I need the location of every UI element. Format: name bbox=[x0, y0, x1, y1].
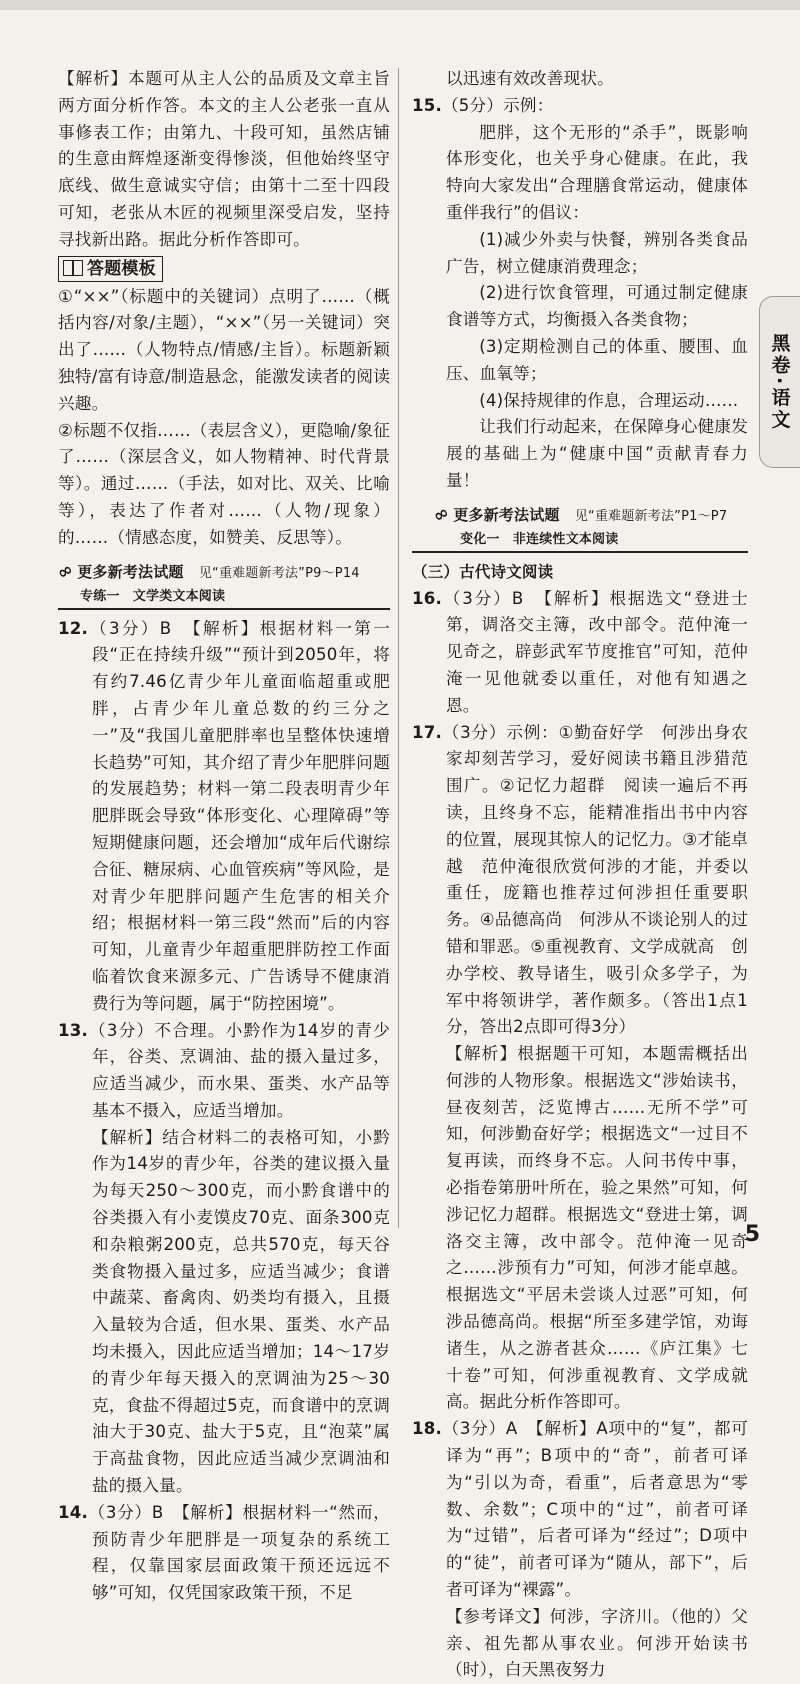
question-13-analysis: 【解析】结合材料二的表格可知，小黔作为14岁的青少年，谷类的建议摄入量为每天250～300克，而小黔食谱中的谷类摄入有小麦馍皮70克、面条300克和杂粮粥200克，总共570克，每天谷类食物摄入量过多，应适当减少；食谱中蔬菜、畜禽肉、奶类均有摄入，且摄入量较为合适，但水果、蛋类、水产品均未摄入，因此应适当增加；14～17岁的青少年每天摄入的烹调油为25～30克，食盐不得超过5克，而食谱中的烹调油大于30克、盐大于5克，且“泡菜”属于高盐食物，因此应适当减少烹调油和盐的摄入量。 bbox=[92, 1127, 390, 1496]
top-edge bbox=[0, 0, 800, 10]
question-16: 16.（3分）B 【解析】根据选文“登进士第，调洛交主簿，改中部令。范仲淹一见奇之，辟彭武军节度推官”可知，范仲淹一见他就委以重任，对他有知遇之恩。 bbox=[412, 588, 748, 715]
more-questions-heading-2: ∞更多新考法试题 见“重难题新考法”P1～P7 bbox=[429, 501, 728, 528]
reference-translation: 【参考译文】何涉，字济川。（他的）父亲、祖先都从事农业。何涉开始读书（时），白天黑夜努力 bbox=[446, 1606, 748, 1680]
answer-template-label: 答题模板 bbox=[58, 256, 163, 282]
analysis-paragraph: 【解析】本题可从主人公的品质及文章主旨两方面分析作答。本文的主人公老张一直从事修表工作；由第九、十段可知，虽然店铺的生意由辉煌逐渐变得惨淡，但他始终坚守底线、做生意诚实守信；由第十二至十四段可知，老张从木匠的视频里深受启发，坚持寻找新出路。据此分析作答即可。 bbox=[58, 69, 390, 249]
q15-para-5: (4)保持规律的作息，合理运动…… bbox=[479, 390, 739, 410]
question-14: 14.（3分）B 【解析】根据材料一“然而，预防青少年肥胖是一项复杂的系统工程，仅靠国家层面政策干预还远远不够”可知，仅凭国家政策干预，不足 bbox=[58, 1502, 390, 1603]
left-column bbox=[53, 66, 390, 1607]
template-item-1: ①“××”（标题中的关键词）点明了……（概括内容/对象/主题），“××”（另一关键词）突出了……（人物特点/情感/主旨）。标题新颖独特/富有诗意/制造悬念，能激发读者的阅读兴趣。 bbox=[58, 286, 390, 413]
right-column bbox=[412, 66, 748, 1684]
q14-continuation: 以迅速有效改善现状。 bbox=[446, 69, 614, 88]
column-divider bbox=[398, 68, 399, 1228]
question-18: 18.（3分）A 【解析】A项中的“复”，都可译为“再”；B项中的“奇”，前者可译为“引以为奇，看重”，后者意思为“零数、余数”；C项中的“过”，前者可译为“过错”，后者可译为“经过”；D项中的“徒”，前者可译为“随从，部下”，后者可译为“裸露”。 bbox=[412, 1419, 748, 1600]
question-13: 13.（3分）不合理。小黔作为14岁的青少年，谷类、烹调油、盐的摄入量过多，应适当减少，而水果、蛋类、水产品等基本不摄入，应适当增加。 bbox=[58, 1020, 390, 1120]
link-icon: ∞ bbox=[53, 558, 78, 585]
q15-para-1: 肥胖，这个无形的“杀手”，既影响体形变化，也关乎身心健康。在此，我特向大家发出“合理膳食常运动，健康体重伴我行”的倡议： bbox=[446, 122, 748, 222]
more-questions-heading: ∞更多新考法试题 见“重难题新考法”P9～P14 bbox=[53, 558, 360, 585]
question-15: 15.（5分）示例： bbox=[412, 95, 554, 115]
link-icon: ∞ bbox=[429, 501, 454, 528]
variation-subheading: 变化一 非连续性文本阅读 bbox=[412, 529, 748, 553]
page-number: 5 bbox=[744, 1222, 760, 1247]
question-12: 12.（3分）B 【解析】根据材料一第一段“正在持续升级”“预计到2050年，将有约7.46亿青少年儿童面临超重或肥胖，占青少年儿童总数的约三分之一”及“我国儿童肥胖率也呈整体快速增长趋势”可知，其介绍了青少年肥胖问题的发展趋势；材料一第二段表明青少年肥胖既会导致“体形变化、心理障碍”等短期健康问题，还会增加“成年后代谢综合征、糖尿病、心血管疾病”等风险，是对青少年肥胖问题产生危害的相关介绍；根据材料一第三段“然而”后的内容可知，儿童青少年超重肥胖防控工作面临着饮食来源多元、广告诱导不健康消费行为等问题，属于“防控困境”。 bbox=[58, 618, 390, 1013]
side-tab: 黑卷·语文 bbox=[759, 296, 800, 468]
question-17: 17.（3分）示例：①勤奋好学 何涉出身农家却刻苦学习，爱好阅读书籍且涉猎范围广。②记忆力超群 阅读一遍后不再读，且终身不忘，能精准指出书中内容的位置，展现其惊人的记忆力。③才能卓越 范仲淹很欣赏何涉的才能，并委以重任，庞籍也推荐过何涉担任重要职务。④品德高尚 何涉从不谈论别人的过错和罪恶。⑤重视教育、文学成就高 创办学校、教导诸生，吸引众多学子，为军中将领讲学，著作颇多。（答出1点1分，答出2点即可得3分） bbox=[412, 722, 748, 1037]
book-icon bbox=[63, 260, 83, 276]
q15-para-2: (1)减少外卖与快餐，辨别各类食品广告，树立健康消费理念； bbox=[446, 229, 748, 276]
q15-para-6: 让我们行动起来，在保障身心健康发展的基础上为“健康中国”贡献青春力量！ bbox=[446, 417, 748, 490]
question-17-analysis: 【解析】根据题干可知，本题需概括出何涉的人物形象。根据选文“涉始读书，昼夜刻苦，泛览博古……无所不学”可知，何涉勤奋好学；根据选文“一过目不复再读，而终身不忘。人问书传中事，必指卷第册叶所在，验之果然”可知，何涉记忆力超群。根据选文“登进士第，调洛交主簿，改中部令。范仲淹一见奇之……涉预有力”可知，何涉才能卓越。根据选文“平居未尝谈人过恶”可知，何涉品德高尚。根据“所至多建学馆，劝诲诸生，从之游者甚众……《庐江集》七十卷”可知，何涉重视教育、文学成就高。据此分析作答即可。 bbox=[446, 1044, 748, 1412]
q15-para-3: (2)进行饮食管理，可通过制定健康食谱等方式，均衡摄入各类食物； bbox=[446, 283, 748, 330]
practice-subheading: 专练一 文学类文本阅读 bbox=[58, 586, 390, 610]
template-item-2: ②标题不仅指……（表层含义），更隐喻/象征了……（深层含义，如人物精神、时代背景等）。通过……（手法，如对比、双关、比喻等），表达了作者对……（人物/现象）的……（情感态度，如赞美、反思等）。 bbox=[58, 420, 390, 547]
q15-para-4: (3)定期检测自己的体重、腰围、血压、血氧等； bbox=[446, 336, 748, 383]
section-heading: （三）古代诗文阅读 bbox=[412, 562, 554, 581]
